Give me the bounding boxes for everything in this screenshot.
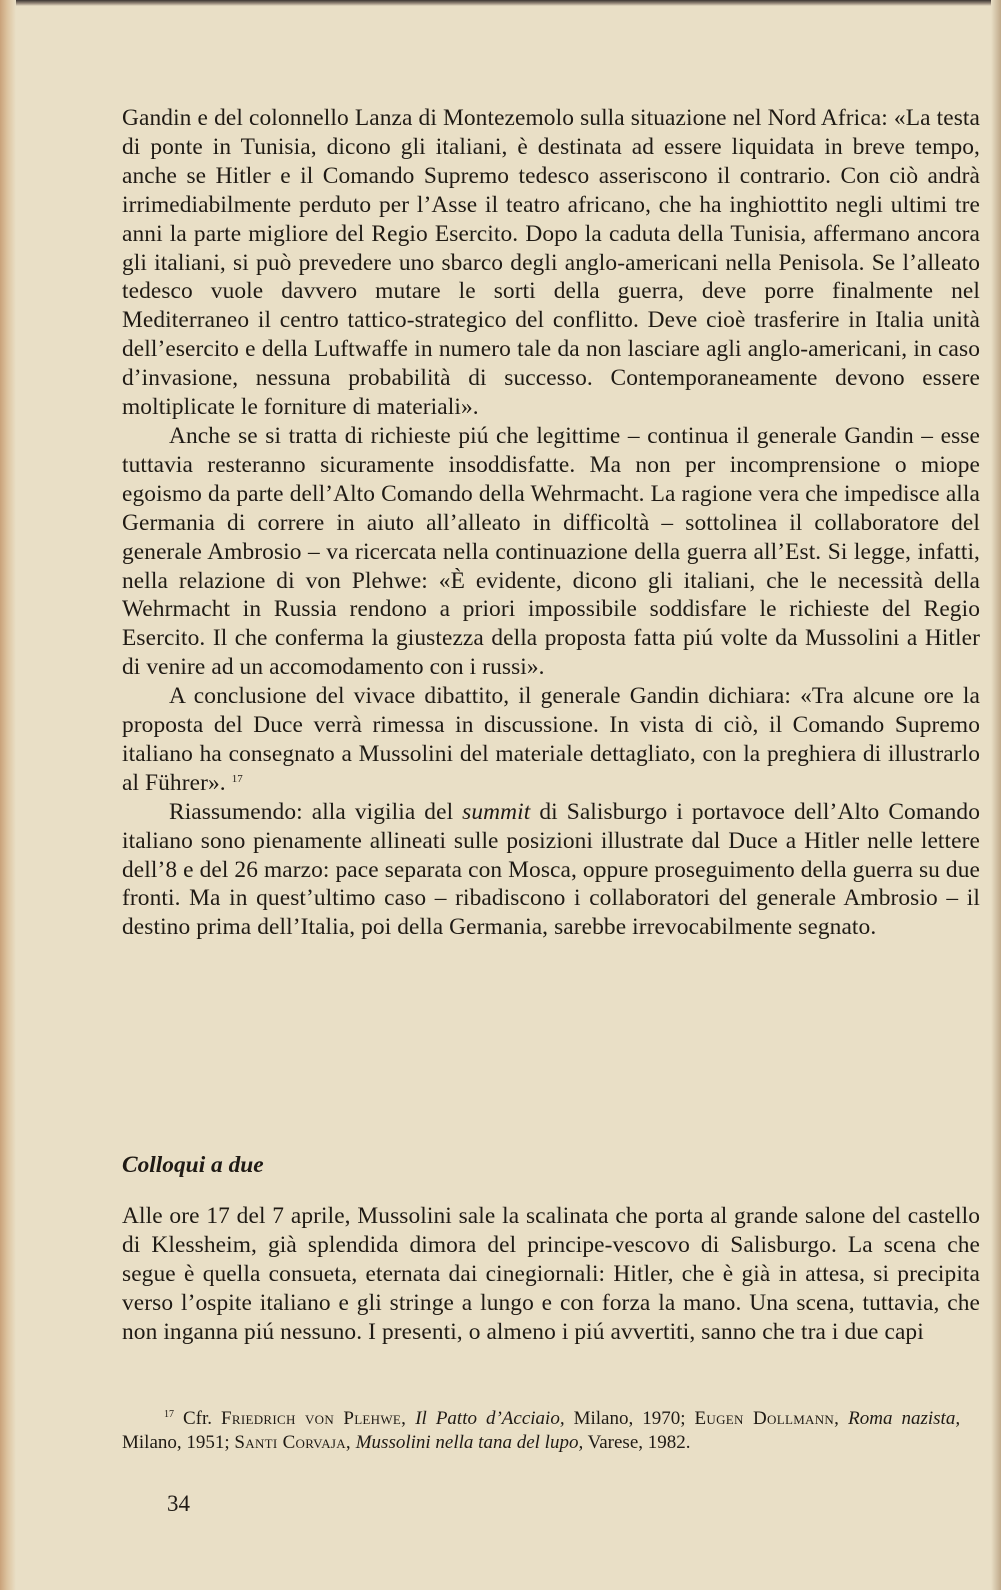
footnote-pub-2: Milano, 1951; xyxy=(122,1432,230,1453)
footnote-title-1: Il Patto d’Acciaio, xyxy=(415,1408,565,1429)
section-heading: Colloqui a due xyxy=(122,1152,264,1178)
paragraph-3-text: A conclusione del vivace dibattito, il generale Gandin dichiara: «Tra alcune ore la proposta del Duce verrà rimessa in discussione. In vista di ciò, il Comando Supremo italiano ha consegnato a Mussolini del materiale dettagliato, con la preghiera di illustrarlo al Führer». xyxy=(122,683,980,796)
footnote-reference: 17 xyxy=(231,772,243,785)
section-body xyxy=(122,1202,980,1347)
footnote-author-3: Santi Corvaja, xyxy=(234,1432,351,1453)
footnote-author-2: Eugen Dollmann, xyxy=(694,1408,840,1429)
footnote-title-2: Roma nazista, xyxy=(848,1408,961,1429)
paragraph-3 xyxy=(122,682,980,798)
footnote-cfr: Cfr. xyxy=(183,1408,213,1429)
footnote-title-3: Mussolini nella tana del lupo, xyxy=(355,1432,584,1453)
page-number: 34 xyxy=(167,1491,190,1516)
footnote-pub-1: Milano, 1970; xyxy=(573,1408,686,1429)
paragraph-2: Anche se si tratta di richieste piú che legittime – continua il generale Gandin – esse tuttavia resteranno sicuramente insoddisfatte. Ma non per incomprensione o miope egoismo da parte dell’Alto Comando della Wehrmacht. La ragione vera che impedisce alla Germania di correre in aiuto all’alleato in difficoltà – sottolinea il collaboratore del generale Ambrosio – va ricercata nella continuazione della guerra all’Est. Si legge, infatti, nella relazione di von Plehwe: «È evidente, dicono gli italiani, che le necessità della Wehrmacht in Russia rendono a priori impossibile soddisfare le richieste del Regio Esercito. Il che conferma la giustezza della proposta fatta piú volte da Mussolini a Hitler di venire ad un accomodamento con i russi». xyxy=(122,422,980,681)
page-right-edge xyxy=(991,0,1001,1590)
paragraph-4-end: di Salisburgo i portavoce dell’Alto Comando italiano sono pienamente allineati sulle posizioni illustrate dal Duce a Hitler nelle lettere dell’8 e del 26 marzo: pace separata con Mosca, oppure proseguimento della guerra su due fronti. Ma in quest’ultimo caso – ribadiscono i collaboratori del generale Ambrosio – il destino prima dell’Italia, poi della Germania, sarebbe irrevocabilmente segnato. xyxy=(122,798,980,941)
footnote-author-1: Friedrich von Plehwe, xyxy=(221,1408,407,1429)
paragraph-4-italic-term: summit xyxy=(462,798,531,825)
section-paragraph: Alle ore 17 del 7 aprile, Mussolini sale la scalinata che porta al grande salone del castello di Klessheim, già splendida dimora del principe-vescovo di Salisburgo. La scena che segue è quella consueta, eternata dai cinegiornali: Hitler, che è già in attesa, si precipita verso l’ospite italiano e gli stringe a lungo e con forza la mano. Una scena, tuttavia, che non inganna piú nessuno. I presenti, o almeno i piú avvertiti, sanno che tra i due capi xyxy=(122,1203,980,1345)
body-text xyxy=(122,104,980,942)
page-left-edge xyxy=(0,0,16,1590)
page-top-edge xyxy=(0,0,1001,6)
paragraph-4 xyxy=(122,798,980,943)
footnote xyxy=(122,1407,960,1455)
paragraph-4-start: Riassumendo: alla vigilia del xyxy=(169,798,454,825)
paragraph-1: Gandin e del colonnello Lanza di Montezemolo sulla situazione nel Nord Africa: «La testa di ponte in Tunisia, dicono gli italiani, è destinata ad essere liquidata in breve tempo, anche se Hitler e il Comando Supremo tedesco asseriscono il contrario. Con ciò andrà irrimediabilmente perduto per l’Asse il teatro africano, che ha inghiottito negli ultimi tre anni la parte migliore del Regio Esercito. Dopo la caduta della Tunisia, affermano ancora gli italiani, si può prevedere uno sbarco degli anglo-americani nella Penisola. Se l’alleato tedesco vuole davvero mutare le sorti della guerra, deve porre finalmente nel Mediterraneo il centro tattico-strategico del conflitto. Deve cioè trasferire in Italia unità dell’esercito e della Luftwaffe in numero tale da non lasciare agli anglo-americani, in caso d’invasione, nessuna probabilità di successo. Contemporaneamente devono essere moltiplicate le forniture di materiali». xyxy=(122,105,980,421)
footnote-number: 17 xyxy=(164,1409,174,1420)
footnote-pub-3: Varese, 1982. xyxy=(587,1432,691,1453)
